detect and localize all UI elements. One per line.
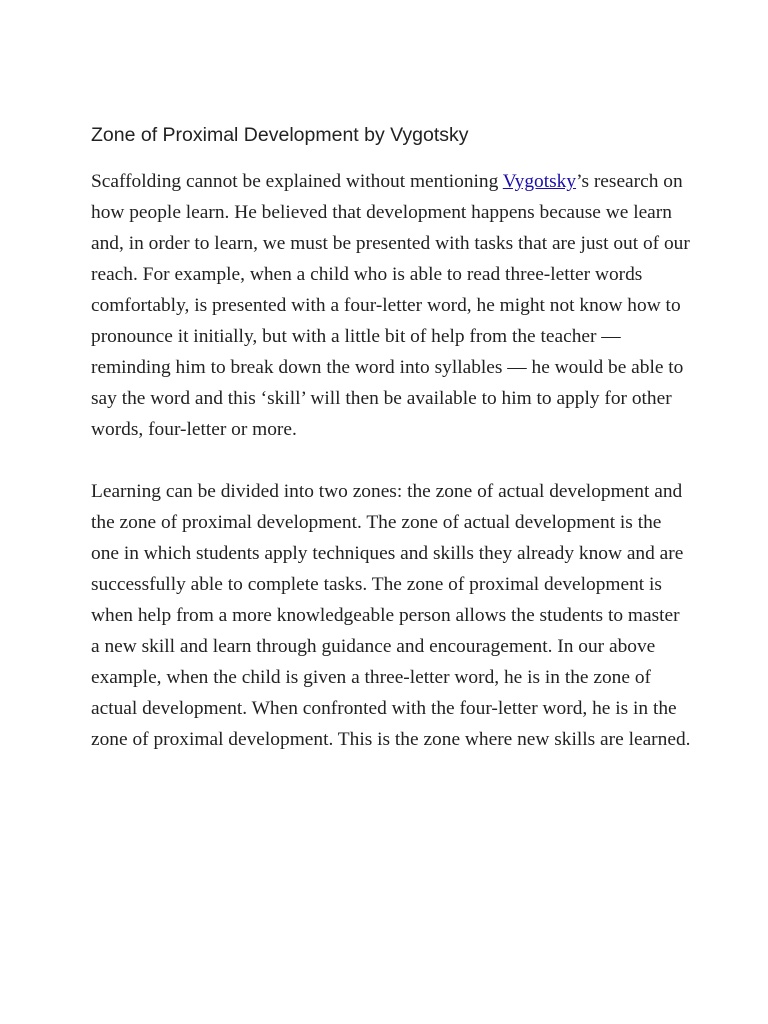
vygotsky-link[interactable]: Vygotsky (502, 171, 577, 192)
paragraph-1-body: ’s research on how people learn. He believed that development happens because we learn and, in order to learn, we must be presented with tasks that are just out of our reach. For example, when a child who is able to read three-letter words comfortably, is presented with a four-letter word, he might not know how to pronounce it initially, but with a little bit of help from the teacher — reminding him to break down the word into syllables — he would be able to say the word and this ‘skill’ will then be available to him to apply for other words, four-letter or more. (91, 171, 690, 440)
paragraph-1-intro: Scaffolding cannot be explained without mentioning (91, 171, 503, 192)
document-page (91, 118, 691, 755)
paragraph-1 (91, 166, 691, 445)
document-title: Zone of Proximal Development by Vygotsky (91, 124, 469, 146)
paragraph-2: Learning can be divided into two zones: the zone of actual development and the zone of proximal development. The zone of actual development is the one in which students apply techniques and skills they already know and are successfully able to complete tasks. The zone of proximal development is when help from a more knowledgeable person allows the students to master a new skill and learn through guidance and encouragement. In our above example, when the child is given a three-letter word, he is in the zone of actual development. When confronted with the four-letter word, he is in the zone of proximal development. This is the zone where new skills are learned. (91, 481, 691, 750)
